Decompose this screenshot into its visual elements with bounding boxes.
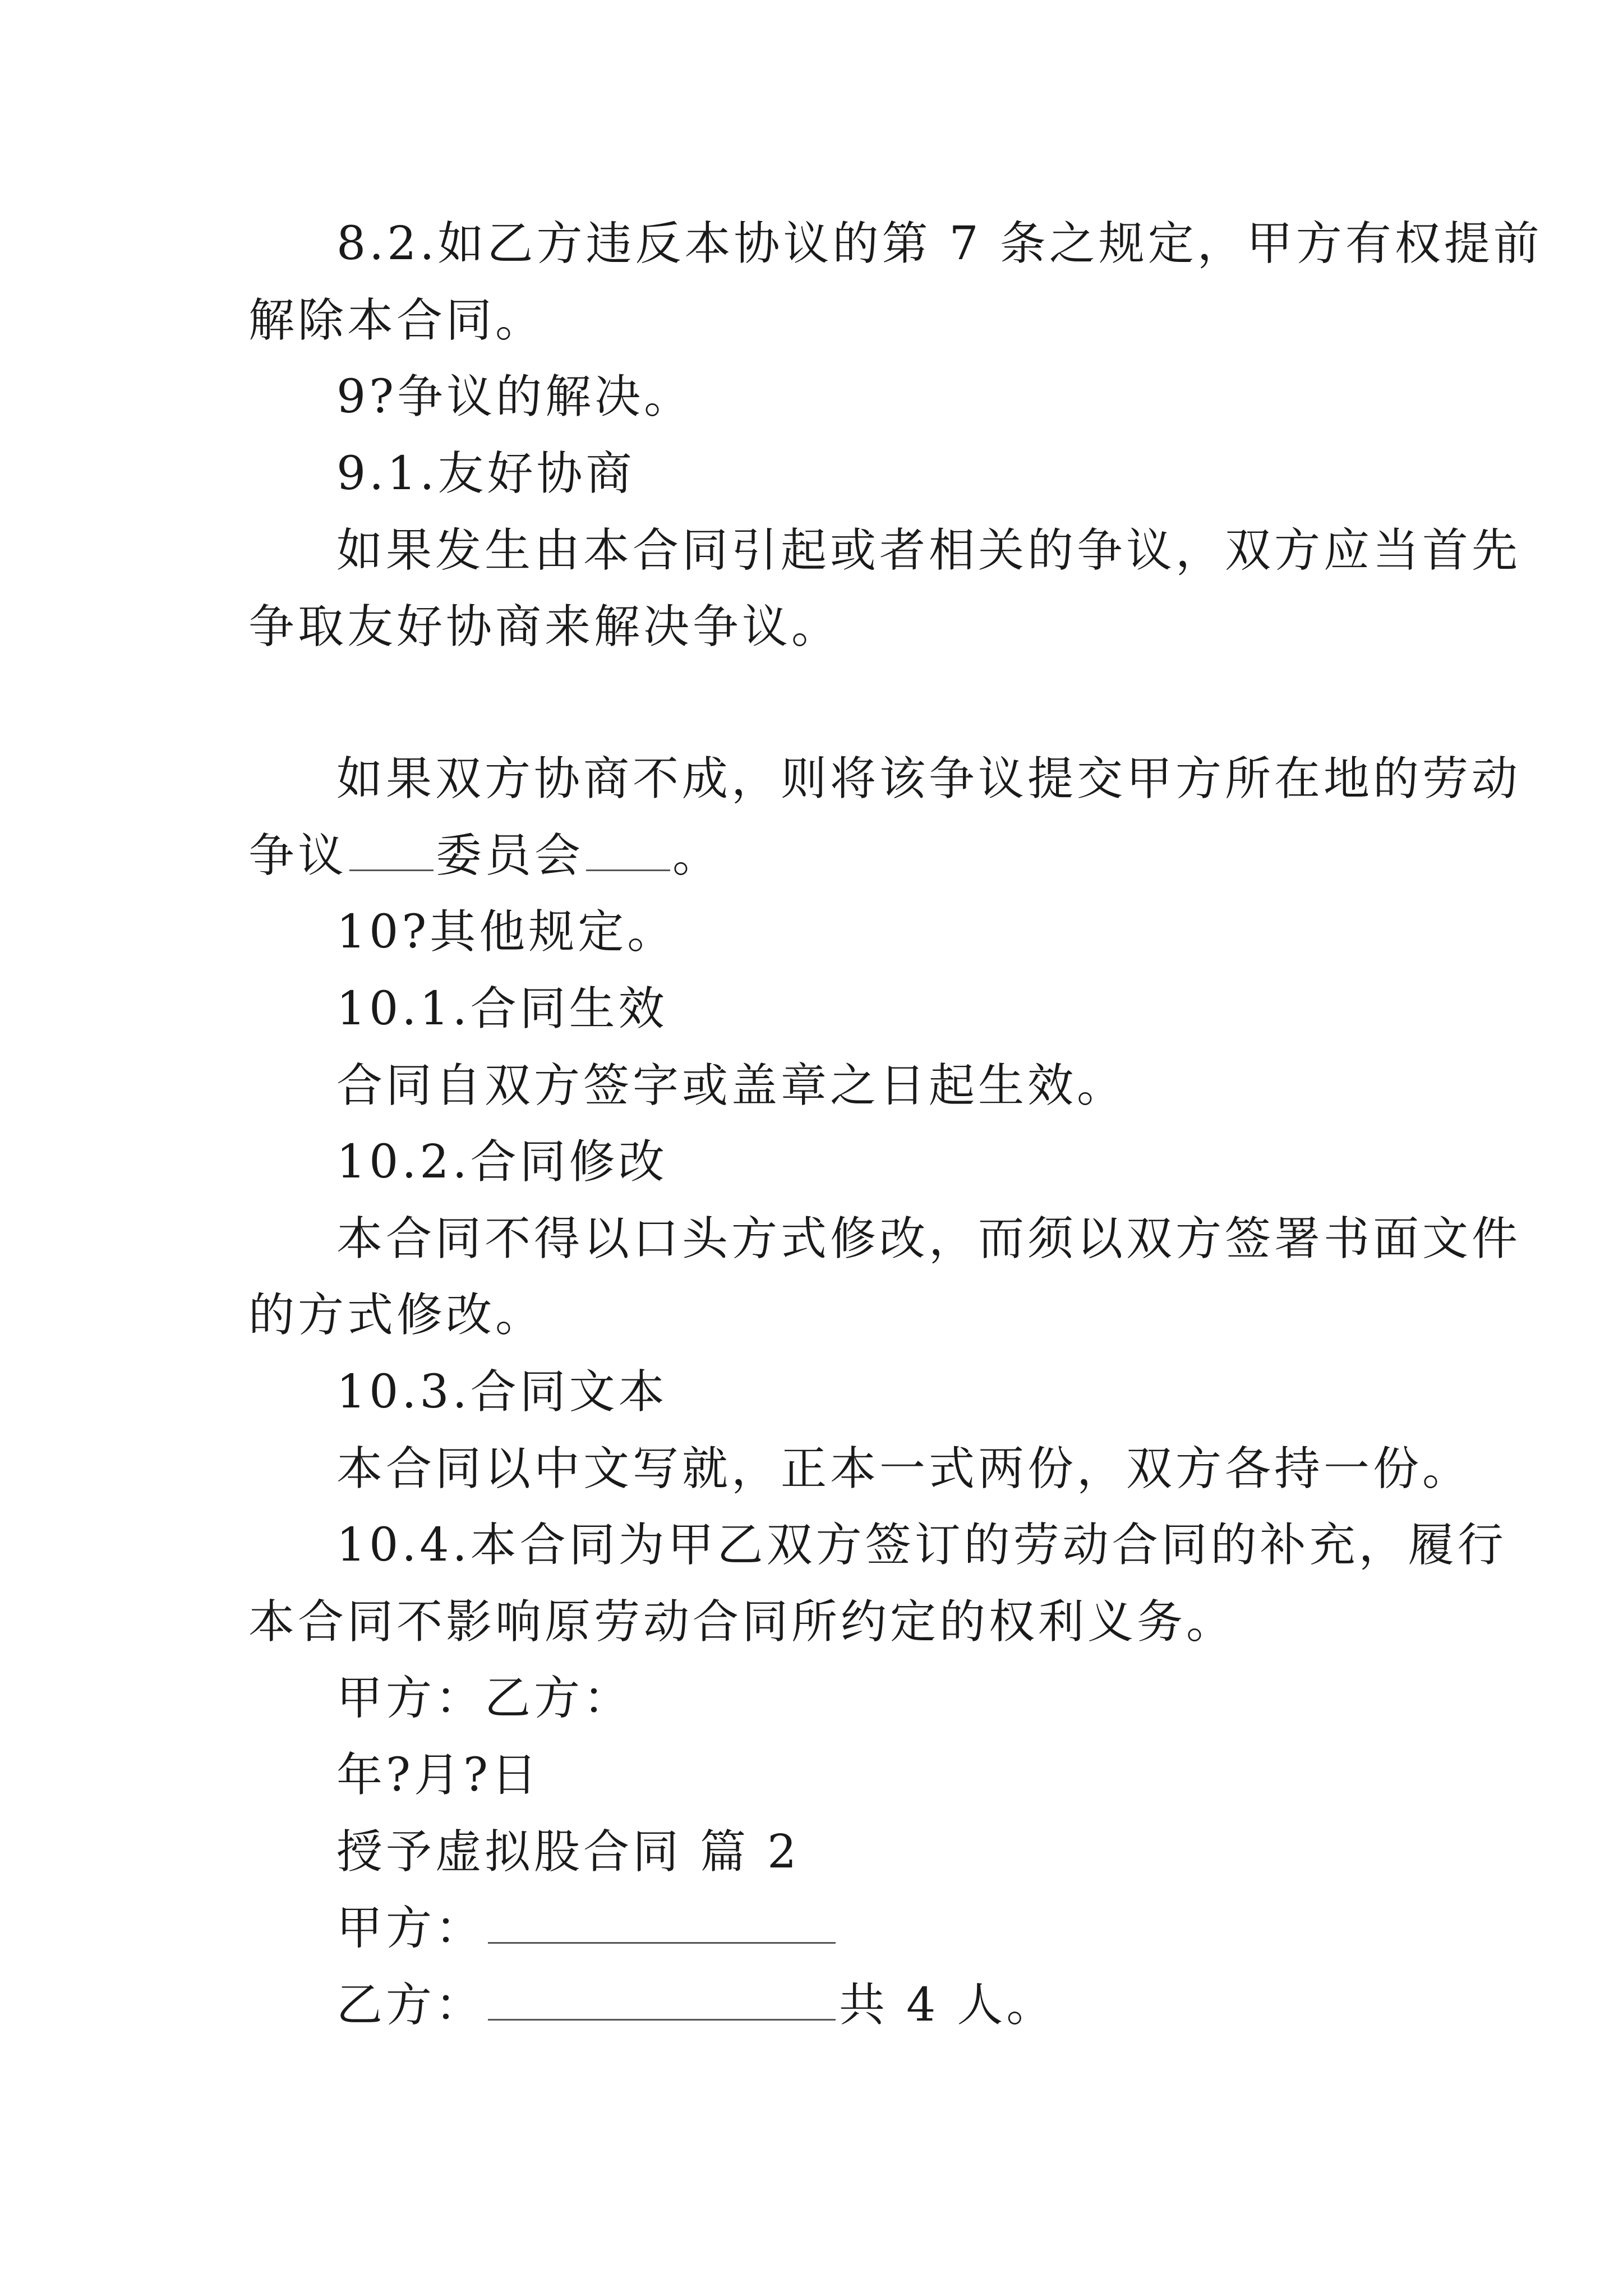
party-b-label: 乙方： <box>336 1978 485 2032</box>
clause-10-1-text: 合同自双方签字或盖章之日起生效。 <box>336 1059 1127 1112</box>
clause-10-4-line-1: 10.4.本合同为甲乙双方签订的劳动合同的补充，履行 <box>336 1519 1507 1572</box>
clause-10-1-heading: 10.1.合同生效 <box>336 982 668 1036</box>
arbitration-line-2 <box>0 828 1623 884</box>
party-a-label: 甲方： <box>336 1902 485 1955</box>
arbitration-line-1: 如果双方协商不成，则将该争议提交甲方所在地的劳动 <box>336 752 1521 806</box>
arbitration-text-c: 。 <box>672 829 722 882</box>
clause-8-2-line-2: 解除本合同。 <box>248 294 545 347</box>
contract-2-title: 授予虚拟股合同 篇 2 <box>336 1825 800 1879</box>
clause-10-3-text: 本合同以中文写就，正本一式两份，双方各持一份。 <box>336 1442 1472 1496</box>
clause-9-1-line-1: 如果发生由本合同引起或者相关的争议，双方应当首先 <box>336 524 1521 577</box>
clause-9-1-line-2: 争取友好协商来解决争议。 <box>248 600 841 654</box>
arbitration-text-a: 争议 <box>248 829 348 882</box>
clause-10-2-line-2: 的方式修改。 <box>248 1289 545 1342</box>
clause-10-4-line-2: 本合同不影响原劳动合同所约定的权利义务。 <box>248 1595 1236 1649</box>
clause-9-1-heading: 9.1.友好协商 <box>336 447 635 500</box>
party-a-blank <box>488 1903 836 1944</box>
party-a-line <box>0 1901 1623 1957</box>
party-b-blank <box>488 1980 836 2021</box>
blank-field <box>349 830 434 871</box>
party-b-count: 共 4 人。 <box>839 1978 1056 2032</box>
blank-field <box>586 830 670 871</box>
arbitration-text-b: 委员会 <box>436 829 584 882</box>
clause-10-2-heading: 10.2.合同修改 <box>336 1135 668 1189</box>
section-10-heading: 10?其他规定。 <box>336 905 677 959</box>
clause-10-3-heading: 10.3.合同文本 <box>336 1365 668 1419</box>
clause-8-2-line-1: 8.2.如乙方违反本协议的第 7 条之规定，甲方有权提前 <box>336 217 1543 270</box>
section-9-heading: 9?争议的解决。 <box>336 370 694 424</box>
signature-date: 年?月?日 <box>336 1749 541 1802</box>
party-b-line <box>0 1977 1623 2033</box>
clause-10-2-line-1: 本合同不得以口头方式修改，而须以双方签署书面文件 <box>336 1212 1521 1266</box>
signature-parties: 甲方：乙方： <box>336 1672 633 1725</box>
